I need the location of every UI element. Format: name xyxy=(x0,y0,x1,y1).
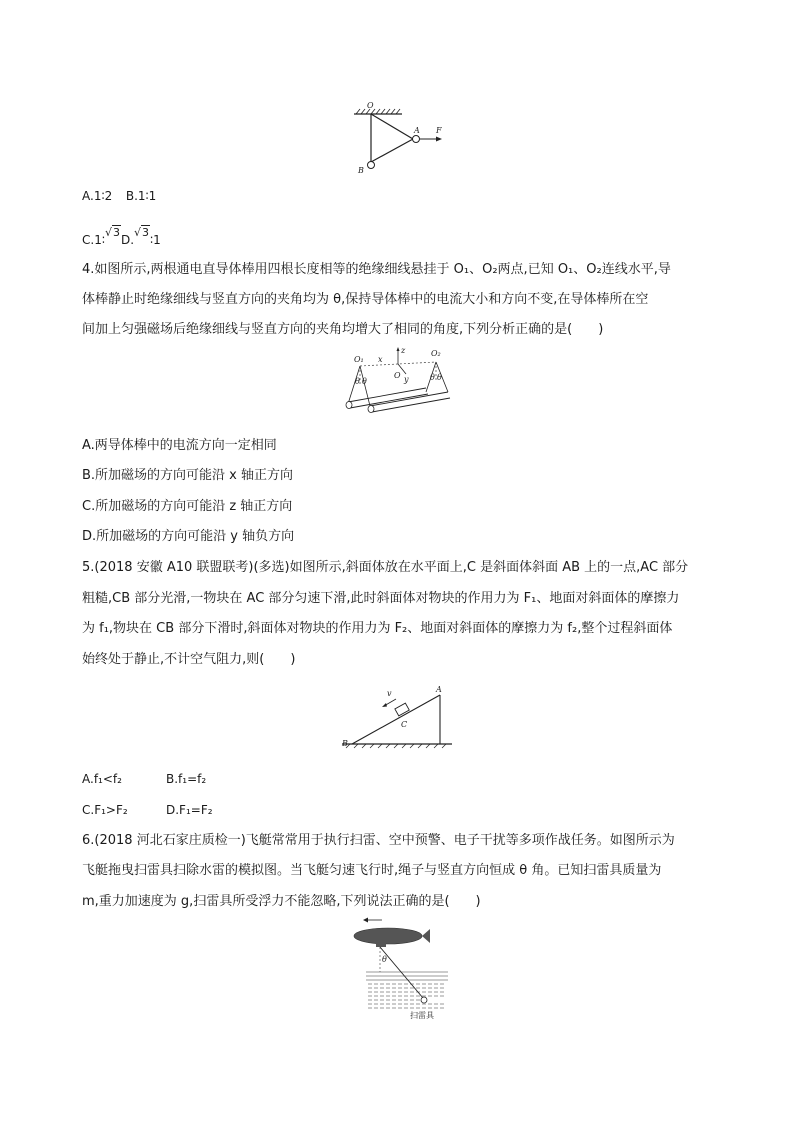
label-B: B xyxy=(342,739,348,748)
q5-options-row2 xyxy=(82,802,213,818)
q3-option-D-suffix: ∶1 xyxy=(150,233,161,247)
figure-incline xyxy=(338,682,458,752)
figure-airship-minesweeper xyxy=(350,912,450,1022)
label-B: B xyxy=(358,166,364,175)
label-A: A xyxy=(414,126,420,135)
q4-stem-line3: 间加上匀强磁场后绝缘细线与竖直方向的夹角均增大了相同的角度,下列分析正确的是( ) xyxy=(82,322,604,337)
sqrt-expression: √3 xyxy=(104,226,120,239)
q3-options-row2 xyxy=(82,226,161,249)
q5-stem-line2: 粗糙,CB 部分光滑,一物块在 AC 部分匀速下滑,此时斜面体对物块的作用力为 F₁、地面对斜面体的摩擦力 xyxy=(82,591,680,606)
q4-option-D: D.所加磁场的方向可能沿 y 轴负方向 xyxy=(82,529,295,544)
label-theta-left-1: θ xyxy=(355,377,360,386)
q5-options-row1 xyxy=(82,771,206,787)
q3-option-B: B.1∶1 xyxy=(125,189,157,203)
q4-stem-line2: 体棒静止时绝缘细线与竖直方向的夹角均为 θ,保持导体棒中的电流大小和方向不变,在导体棒所在空 xyxy=(82,292,649,307)
q3-option-D-prefix: D. xyxy=(120,233,135,247)
q5-option-A: A.f₁<f₂ xyxy=(82,772,122,786)
q5-option-B: B.f₁=f₂ xyxy=(166,772,207,786)
label-theta: θ xyxy=(382,955,387,964)
q3-option-C-prefix: C.1∶ xyxy=(82,233,105,247)
label-O: O xyxy=(394,371,401,380)
label-A: A xyxy=(436,685,442,694)
label-theta-left-2: θ xyxy=(362,377,367,386)
q4-option-A: A.两导体棒中的电流方向一定相同 xyxy=(82,438,277,453)
label-O: O xyxy=(367,101,374,110)
label-minesweeper-device: 扫雷具 xyxy=(410,1011,434,1020)
q6-stem-line1: 6.(2018 河北石家庄质检一)飞艇常常用于执行扫雷、空中预警、电子干扰等多项作战任务。如图所示为 xyxy=(82,833,675,848)
q5-option-C: C.F₁>F₂ xyxy=(82,803,128,817)
figure-conductor-rods xyxy=(338,344,458,428)
label-x: x xyxy=(378,355,383,364)
label-F: F xyxy=(436,126,442,135)
sqrt-expression: √3 xyxy=(134,226,150,239)
label-theta-right-2: θ xyxy=(437,373,442,382)
q3-option-A: A.1∶2 xyxy=(82,189,113,203)
label-v: v xyxy=(387,689,392,698)
q5-stem-line4: 始终处于静止,不计空气阻力,则( ) xyxy=(82,652,296,667)
q6-stem-line2: 飞艇拖曳扫雷具扫除水雷的模拟图。当飞艇匀速飞行时,绳子与竖直方向恒成 θ 角。已知扫雷具质量为 xyxy=(82,863,662,878)
label-C: C xyxy=(401,720,408,729)
q4-option-B: B.所加磁场的方向可能沿 x 轴正方向 xyxy=(82,468,294,483)
label-y: y xyxy=(404,375,409,384)
label-theta-right-1: θ xyxy=(430,373,435,382)
q5-stem-line3: 为 f₁,物块在 CB 部分下滑时,斜面体对物块的作用力为 F₂、地面对斜面体的摩擦力为 f₂,整个过程斜面体 xyxy=(82,621,673,636)
label-O1: O₁ xyxy=(354,355,364,364)
q5-stem-line1: 5.(2018 安徽 A10 联盟联考)(多选)如图所示,斜面体放在水平面上,C 是斜面体斜面 AB 上的一点,AC 部分 xyxy=(82,560,689,575)
q4-stem-line1: 4.如图所示,两根通电直导体棒用四根长度相等的绝缘细线悬挂于 O₁、O₂两点,已知 O₁、O₂连线水平,导 xyxy=(82,262,671,277)
label-z: z xyxy=(401,346,406,355)
figure-triangle-force xyxy=(350,100,450,180)
q3-options-row1 xyxy=(82,188,156,204)
q4-option-C: C.所加磁场的方向可能沿 z 轴正方向 xyxy=(82,499,293,514)
q5-option-D: D.F₁=F₂ xyxy=(166,803,213,817)
q6-stem-line3: m,重力加速度为 g,扫雷具所受浮力不能忽略,下列说法正确的是( ) xyxy=(82,894,481,909)
label-O2: O₂ xyxy=(431,349,441,358)
